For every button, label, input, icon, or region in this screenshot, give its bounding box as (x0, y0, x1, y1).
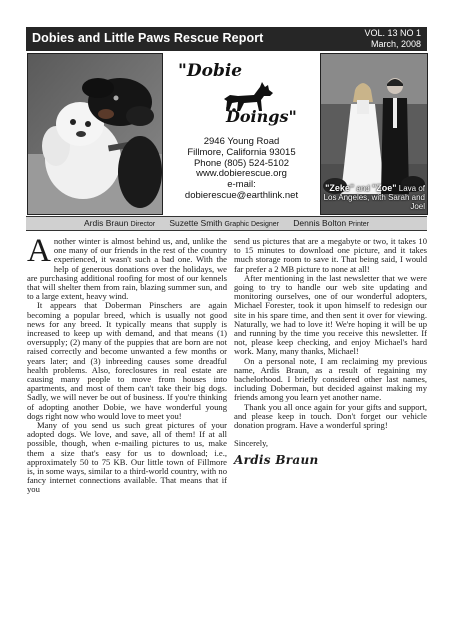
drop-cap: A (27, 233, 51, 269)
caption-zoe-name: "Zoe" (371, 183, 397, 193)
staff-designer-role: Graphic Designer (224, 221, 279, 228)
staff-director-role: Director (130, 221, 156, 228)
photo-zeke-zoe (320, 53, 428, 215)
street-address: 2946 Young Road (203, 136, 280, 147)
caption-zeke-name: "Zeke" (325, 183, 355, 193)
article-paragraph: Many of you send us such great pictures of your adopted dogs. We love, and save, all of them! If at all possible, though, when e-mailing pictures to us, make them a size that's easy for us to download; i.e., approximately 50 to 75 KB. Our little town of Fillmore is, in some ways, similar to a third-world country, with no fancy internet connections available. That means that if you (27, 420, 227, 495)
email-label: e-mail: (227, 179, 256, 191)
issue-date: March, 2008 (370, 38, 421, 49)
caption-zeke-zoe (320, 184, 425, 211)
staff-printer-name: Dennis Bolton (293, 218, 347, 228)
issue-info (364, 28, 421, 49)
article-column-right (234, 237, 427, 466)
staff-credits-bar (26, 216, 427, 231)
caption-and: and (354, 184, 372, 193)
article-paragraph (27, 233, 227, 302)
caption-zeke-zoe-details: Lava of Los Angeles, with Sarah and Joel (323, 184, 425, 211)
paragraph-text: nother winter is almost behind us, and, unlike the one many of our friends in the rest of the country experienced, it wasn't such a bad one. With the help of generous donations over the holidays, we are purchasing additional roofing for most of our kennels that will shelter them from rain, blazing summer sun, and to a large extent, heavy wind. (27, 236, 227, 302)
newsletter-title: Dobies and Little Paws Rescue Report (32, 31, 264, 45)
staff-designer (169, 219, 279, 228)
article-column-left (27, 233, 227, 495)
quigley-dog-image (28, 54, 163, 215)
city-state-zip: Fillmore, California 93015 (187, 146, 296, 158)
website-url: www.dobierescue.org (196, 168, 287, 180)
article-paragraph: It appears that Doberman Pinschers are again becoming a popular breed, which is usually not good news for any breed. It typically means that supply is increased to keep up with demand, and that means (1) oversupply; (2) many of the puppies that are born are not raised correctly and become unwanted a few months or years later; and (3) inbreeding causes some dreadful health problems. Also, foreclosures in real estate are causing many people to move from houses into apartments, and most of them can't take their big dogs. Sadly, we will never be out of business. If you're thinking of adopting another Dobie, we have wonderful young dogs right now who would love to meet you! (27, 300, 227, 421)
logo-doings: Doings" (226, 107, 297, 126)
article-paragraph: send us pictures that are a megabyte or two, it takes 10 to 15 minutes to download one picture, and it takes much storage room to save it. That being said, I would far prefer a 2 MB picture to none at all! (234, 236, 427, 274)
staff-printer (293, 219, 369, 228)
volume-number: VOL. 13 NO 1 (364, 28, 421, 38)
staff-designer-name: Suzette Smith (169, 218, 223, 228)
email-address: dobierescue@earthlink.net (184, 189, 299, 201)
contact-address (164, 137, 319, 202)
article-paragraph: After mentioning in the last newsletter that we were going to try to handle our web site updating and monitoring ourselves, one of our wonderful adopters, Michael Forester, took it upon himself to redesign our site in his spare time, and then sent it over for viewing. Naturally, we had to love it! We're hoping it will be up and running by the time you receive this newsletter. If not, please keep checking, and enjoy Michael's hard work. Many, many thanks, Michael! (234, 272, 427, 357)
staff-director-name: Ardis Braun (83, 218, 129, 228)
masthead-bar (26, 27, 427, 51)
logo-dobie: "Dobie (178, 61, 243, 81)
photo-quigley (27, 53, 163, 215)
closing-salutation: Sincerely, (234, 438, 269, 449)
phone-number: Phone (805) 524-5102 (193, 157, 290, 169)
article-paragraph: Thank you all once again for your gifts and support, and please keep in touch. Don't forget our vehicle donation program. Have a wonderful spring! (234, 401, 427, 431)
signature: Ardis Braun (234, 453, 319, 468)
staff-director (84, 219, 155, 228)
article-paragraph: On a personal note, I am reclaiming my previous name, Ardis Braun, as a result of regaining my bachelorhood. I briefly considered other last names, including Doberman, but decided against making my friends among you learn yet another name. (234, 355, 427, 403)
staff-printer-role: Printer (348, 221, 370, 228)
